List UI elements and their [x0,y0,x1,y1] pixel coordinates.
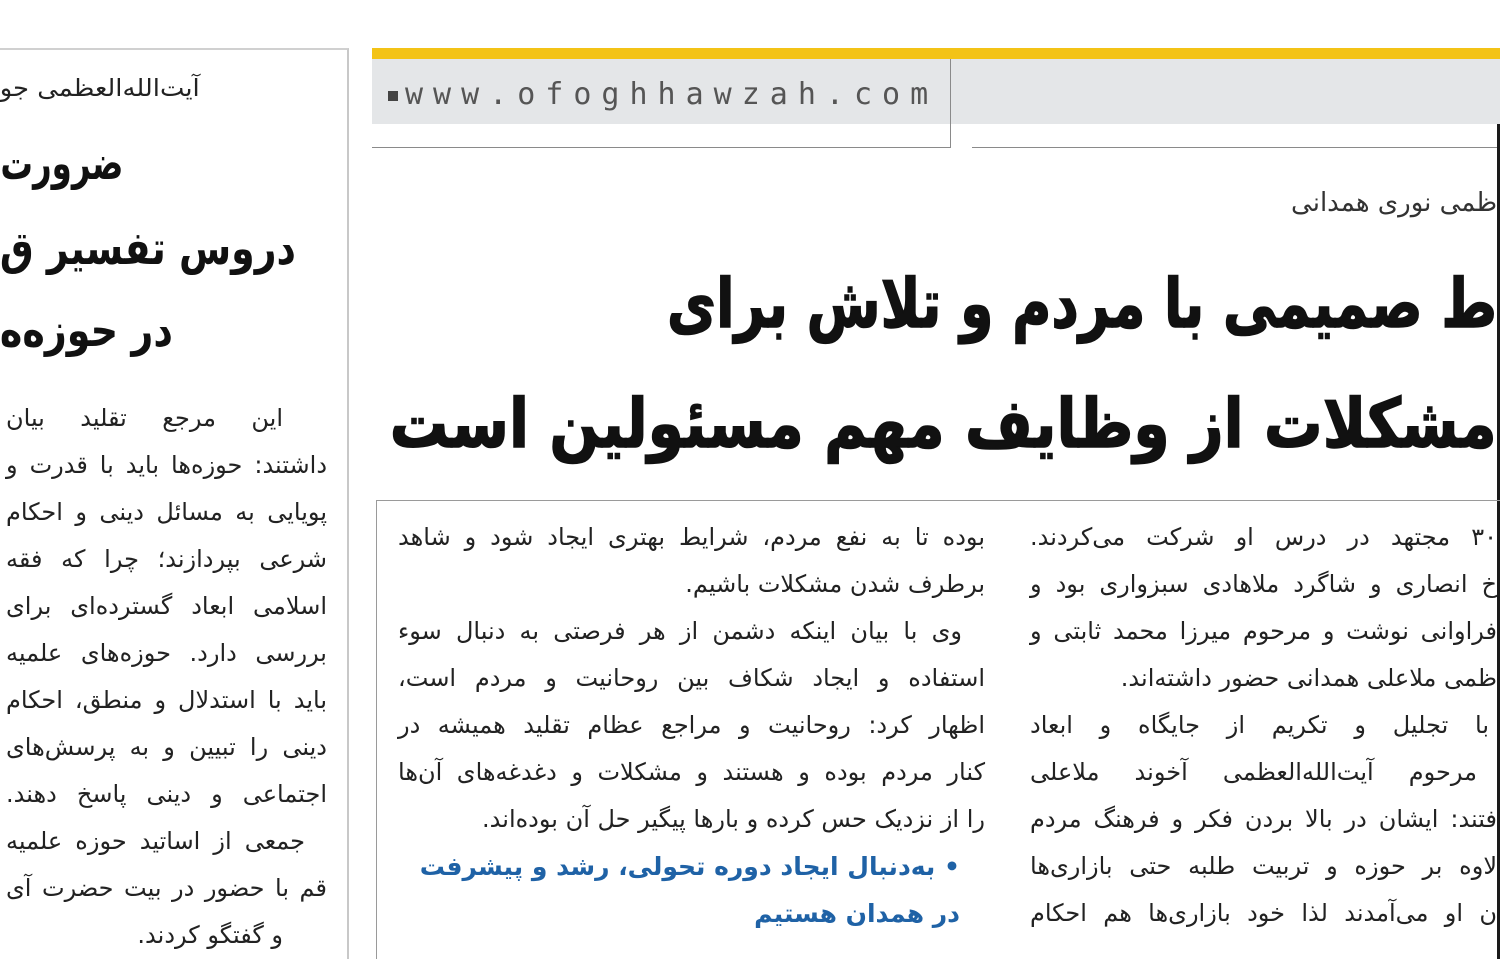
body-line: فراوانی نوشت و مرحوم میرزا محمد ثابتی و [1030,617,1497,645]
body-line: جمعی از اساتید حوزه علمیه [6,827,305,855]
body-line: این مرجع تقلید بیان [6,404,283,432]
body-line: قم با حضور در بیت حضرت آی [6,874,327,902]
body-line: شرعی بپردازند؛ چرا که فقه [6,545,327,573]
left-article-body [6,395,327,959]
body-line: استفاده و ایجاد شکاف بین روحانیت و مردم است، [398,664,985,692]
body-line: فتند: ایشان در بالا بردن فکر و فرهنگ مردم [1030,805,1497,833]
article-column-right [1030,514,1497,937]
body-line: داشتند: حوزه‌ها باید با قدرت و [6,451,327,479]
body-line: اسلامی ابعاد گسترده‌ای برای [6,592,327,620]
square-bullet-icon [388,91,398,101]
main-headline-line: ط صمیمی با مردم و تلاش برای [666,265,1497,344]
main-article-kicker: ظمی نوری همدانی [1291,188,1497,218]
subhead-line: • به‌دنبال ایجاد دوره تحولی، رشد و پیشرفت [419,852,960,881]
body-line: خ انصاری و شاگرد ملاهادی سبزواری بود و [1030,570,1497,598]
left-article-column [0,48,349,959]
site-url: www.ofoghhawzah.com [405,77,939,112]
body-line: بررسی دارد. حوزه‌های علمیه [6,639,327,667]
body-line: مرحوم آیت‌الله‌العظمی آخوند ملاعلی [1030,758,1477,786]
main-headline-line: مشکلات از وظایف مهم مسئولین است [390,385,1497,464]
body-line: را از نزدیک حس کرده و بارها پیگیر حل آن بوده‌اند. [482,805,985,833]
body-line: کنار مردم بوده و هستند و مشکلات و دغدغه‌های آن‌ها [398,758,985,786]
subhead-line: در همدان هستیم [754,899,960,928]
body-line: و گفتگو کردند. [137,921,283,949]
left-article-headline-line: ضرورت [0,136,123,190]
body-line: با تجلیل و تکریم از جایگاه و ابعاد [1030,711,1489,739]
header-rule [972,147,1500,148]
body-line: ظمی ملاعلی همدانی حضور داشته‌اند. [1120,664,1497,692]
body-line: پویایی به مسائل دینی و احکام [6,498,327,526]
left-article-kicker: آیت‌الله‌العظمی جو [0,74,200,102]
body-line: ن او می‌آمدند لذا خود بازاری‌ها هم احکام [1030,899,1497,927]
left-article-headline-line: دروس تفسیر ق [0,221,296,275]
body-line: بوده تا به نفع مردم، شرایط بهتری ایجاد شود و شاهد [398,523,985,551]
body-line: لاوه بر حوزه و تربیت طلبه حتی بازاری‌ها [1030,852,1497,880]
accent-bar [372,48,1500,59]
body-line: اظهار کرد: روحانیت و مراجع عظام تقلید همیشه در [398,711,985,739]
body-line: باید با استدلال و منطق، احکام [6,686,327,714]
left-article-headline-line: در حوزه‌ه [0,303,173,357]
article-column-middle [398,514,985,937]
body-line: برطرف شدن مشکلات باشیم. [685,570,985,598]
body-line: اجتماعی و دینی پاسخ دهند. [6,780,327,808]
body-line: وی با بیان اینکه دشمن از هر فرصتی به دنبال سوء [398,617,962,645]
body-line: ۳۰ مجتهد در درس او شرکت می‌کردند. [1030,523,1497,551]
body-line: دینی را تبیین و به پرسش‌های [6,733,327,761]
